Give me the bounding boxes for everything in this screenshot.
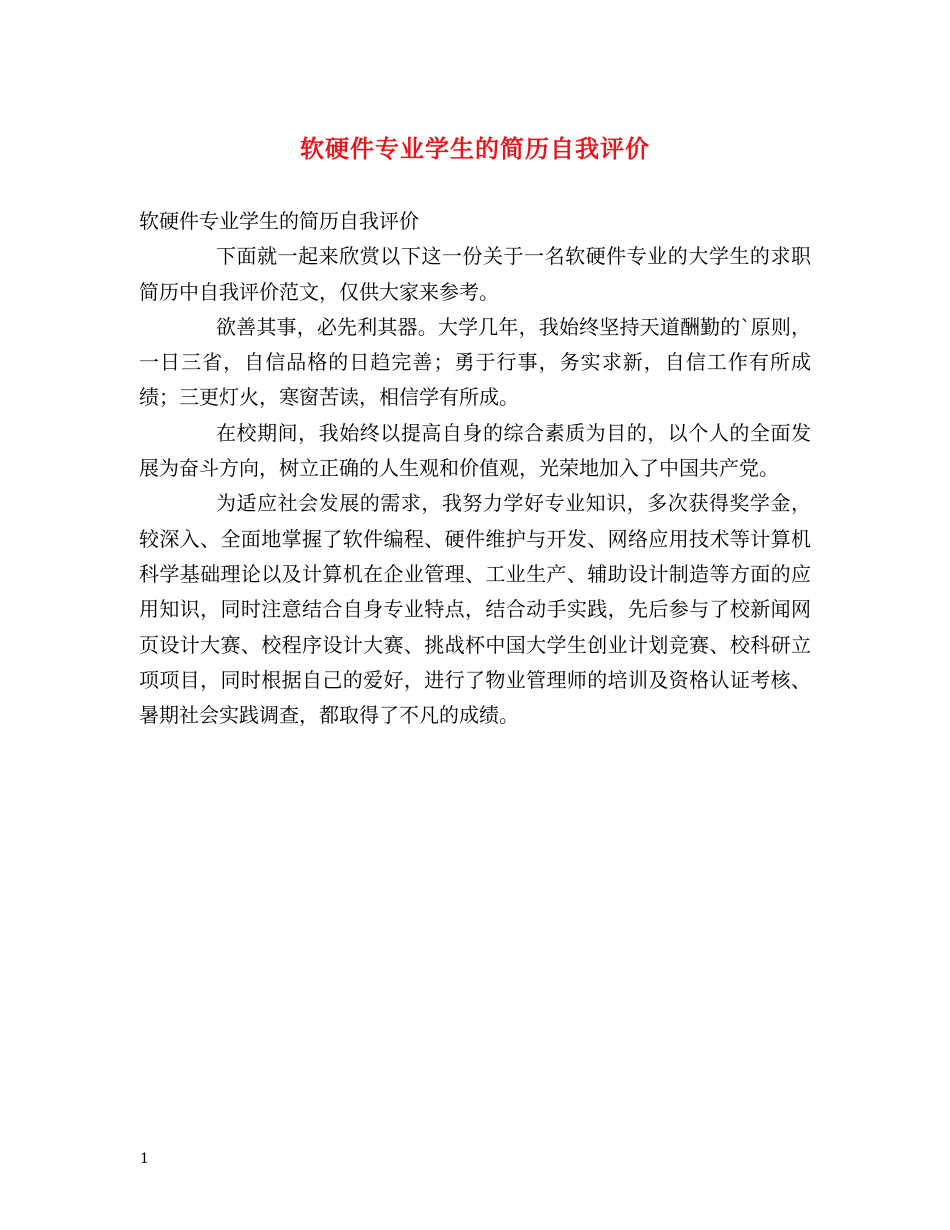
paragraph-campus-life: 在校期间，我始终以提高自身的综合素质为目的，以个人的全面发展为奋斗方向，树立正确的人生观和价值观，光荣地加入了中国共产党。 xyxy=(139,420,811,481)
document-body xyxy=(139,204,811,733)
paragraph-principles: 欲善其事，必先利其器。大学几年，我始终坚持天道酬勤的`原则，一日三省，自信品格的日趋完善；勇于行事，务实求新，自信工作有所成绩；三更灯火，寒窗苦读，相信学有所成。 xyxy=(139,314,811,410)
paragraph-studies: 为适应社会发展的需求，我努力学好专业知识，多次获得奖学金，较深入、全面地掌握了软件编程、硬件维护与开发、网络应用技术等计算机科学基础理论以及计算机在企业管理、工业生产、辅助设计制造等方面的应用知识，同时注意结合自身专业特点，结合动手实践，先后参与了校新闻网页设计大赛、校程序设计大赛、挑战杯中国大学生创业计划竞赛、校科研立项项目，同时根据自己的爱好，进行了物业管理师的培训及资格认证考核、暑期社会实践调查，都取得了不凡的成绩。 xyxy=(139,491,811,728)
paragraph-intro: 下面就一起来欣赏以下这一份关于一名软硬件专业的大学生的求职简历中自我评价范文，仅供大家来参考。 xyxy=(139,244,811,304)
page-number: 1 xyxy=(140,1151,149,1167)
document-title: 软硬件专业学生的简历自我评价 xyxy=(300,134,650,163)
document-subtitle: 软硬件专业学生的简历自我评价 xyxy=(139,209,419,233)
